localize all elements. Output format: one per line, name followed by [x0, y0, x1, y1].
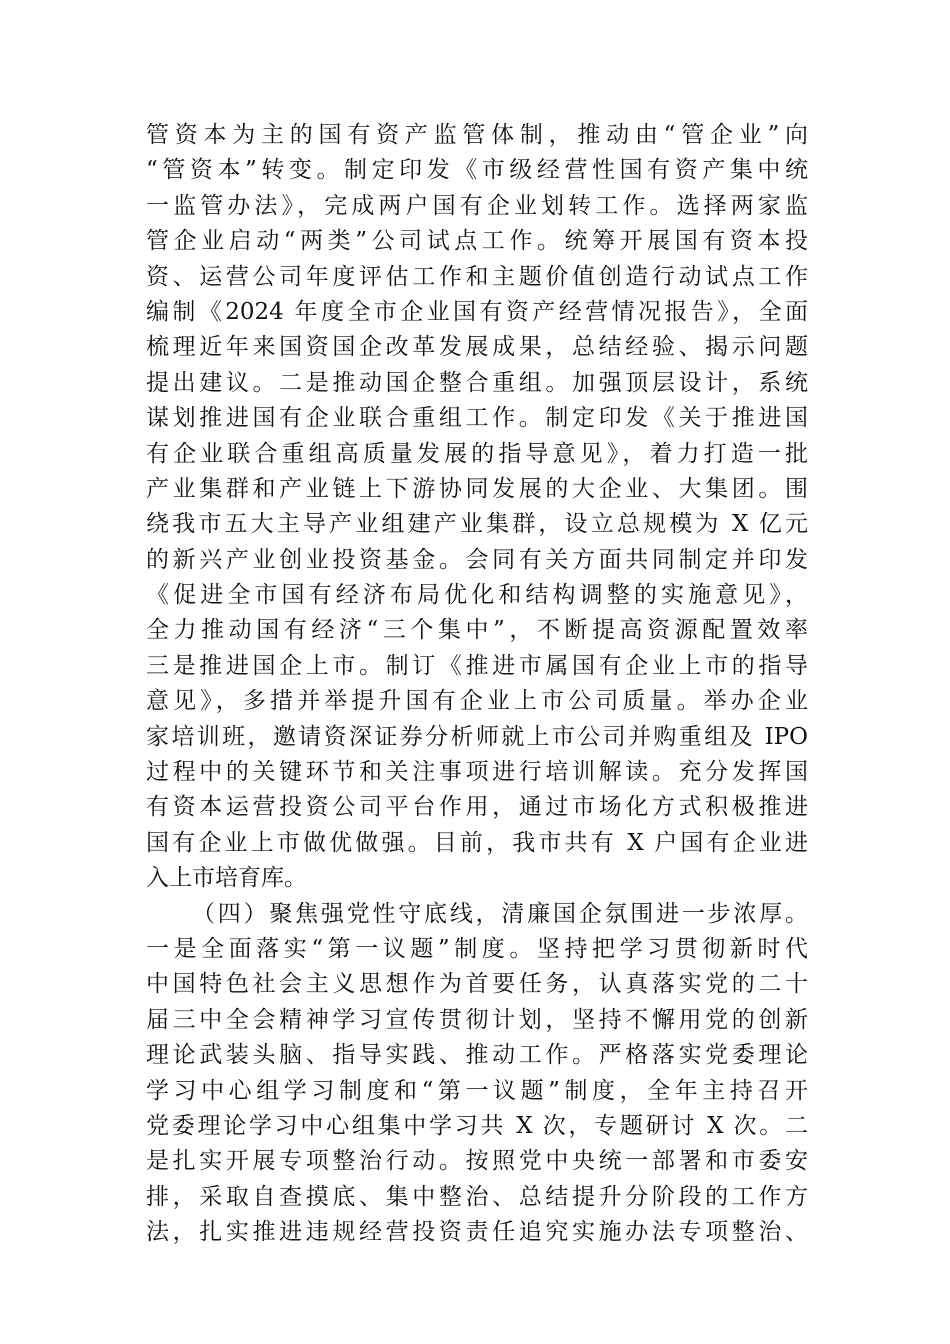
text-line: 管企业启动“两类”公司试点工作。统筹开展国有资本投: [146, 228, 808, 255]
text-line: 家培训班，邀请资深证券分析师就上市公司并购重组及 IPO: [146, 723, 808, 750]
text-line: 过程中的关键环节和关注事项进行培训解读。充分发挥国: [146, 759, 808, 786]
text-line: 编制《2024 年度全市企业国有资产经营情况报告》，全面: [146, 298, 808, 325]
text-line: 提出建议。二是推动国企整合重组。加强顶层设计，系统: [146, 369, 808, 396]
text-line: 入上市培育库。: [146, 865, 307, 892]
text-line: 党委理论学习中心组集中学习共 X 次，专题研讨 X 次。二: [146, 1112, 808, 1139]
text-line: 法，扎实推进违规经营投资责任追究实施办法专项整治、: [146, 1219, 808, 1246]
text-line: 三是推进国企上市。制订《推进市属国有企业上市的指导: [146, 652, 808, 679]
text-line: 有企业联合重组高质量发展的指导意见》，着力打造一批: [146, 440, 808, 467]
text-line: 理论武装头脑、指导实践、推动工作。严格落实党委理论: [146, 1042, 808, 1069]
text-line: 绕我市五大主导产业组建产业集群，设立总规模为 X 亿元: [146, 511, 808, 538]
text-line: 一监管办法》，完成两户国有企业划转工作。选择两家监: [146, 192, 808, 219]
text-line: 是扎实开展专项整治行动。按照党中央统一部署和市委安: [146, 1148, 808, 1175]
text-line: 谋划推进国有企业联合重组工作。制定印发《关于推进国: [146, 405, 808, 432]
text-line: 的新兴产业创业投资基金。会同有关方面共同制定并印发: [146, 546, 808, 573]
text-line: 届三中全会精神学习宣传贯彻计划，坚持不懈用党的创新: [146, 1006, 808, 1033]
text-line: “管资本”转变。制定印发《市级经营性国有资产集中统: [146, 157, 808, 184]
text-line: 学习中心组学习制度和“第一议题”制度，全年主持召开: [146, 1077, 808, 1104]
text-line: 中国特色社会主义思想作为首要任务，认真落实党的二十: [146, 971, 808, 998]
text-line: 排，采取自查摸底、集中整治、总结提升分阶段的工作方: [146, 1183, 808, 1210]
body-text: [146, 118, 808, 1251]
text-line: 一是全面落实“第一议题”制度。坚持把学习贯彻新时代: [146, 935, 808, 962]
text-line: 《促进全市国有经济布局优化和结构调整的实施意见》，: [146, 582, 808, 609]
section-heading: （四）聚焦强党性守底线，清廉国企氛围进一步浓厚。: [192, 900, 808, 927]
text-line: 管资本为主的国有资产监管体制，推动由“管企业”向: [146, 122, 808, 148]
text-line: 产业集群和产业链上下游协同发展的大企业、大集团。围: [146, 475, 808, 502]
text-line: 有资本运营投资公司平台作用，通过市场化方式积极推进: [146, 794, 808, 821]
text-line: 国有企业上市做优做强。目前，我市共有 X 户国有企业进: [146, 829, 808, 856]
text-line: 资、运营公司年度评估工作和主题价值创造行动试点工作: [146, 263, 808, 290]
text-line: 梳理近年来国资国企改革发展成果，总结经验、揭示问题: [146, 334, 808, 361]
text-line: 全力推动国有经济“三个集中”，不断提高资源配置效率: [146, 617, 808, 644]
text-line: 意见》，多措并举提升国有企业上市公司质量。举办企业: [146, 688, 808, 715]
